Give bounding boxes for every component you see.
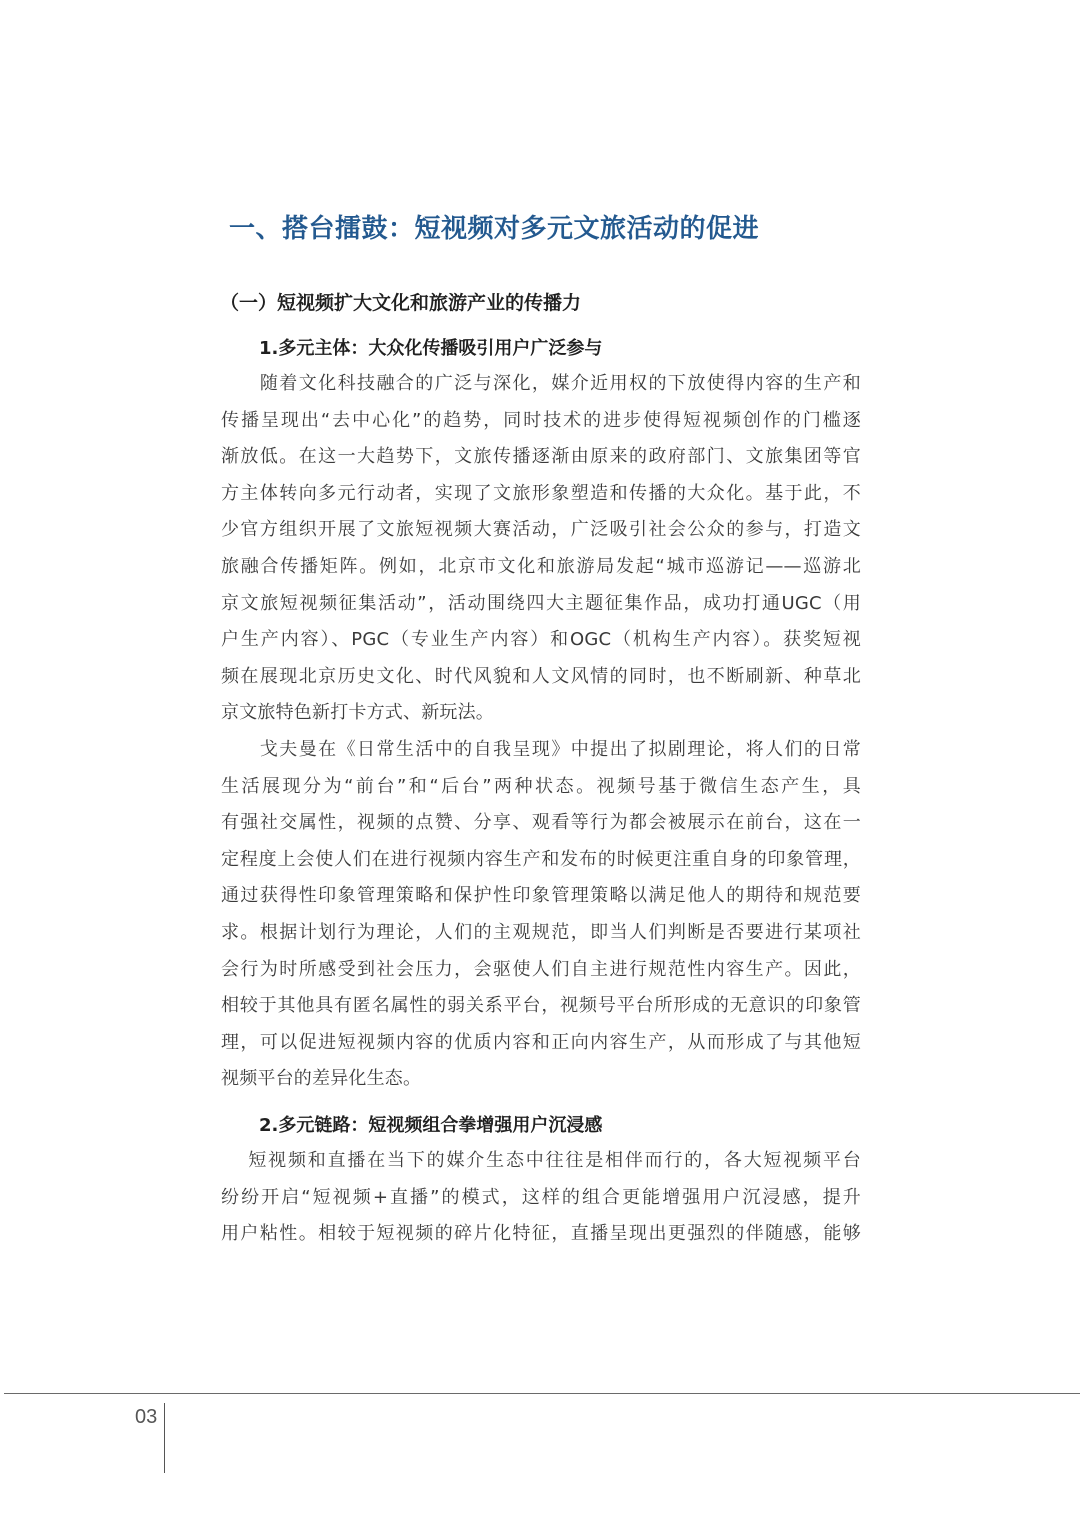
footer-vertical-rule: [164, 1403, 165, 1473]
text-line: 京文旅特色新打卡方式、新玩法。: [221, 702, 494, 724]
text-line: 求。根据计划行为理论，人们的主观规范，即当人们判断是否要进行某项社: [221, 921, 861, 943]
text-line: 纷纷开启“短视频+直播”的模式，这样的组合更能增强用户沉浸感，提升: [221, 1186, 861, 1208]
text-line: 频在展现北京历史文化、时代风貌和人文风情的同时，也不断刷新、种草北: [221, 665, 861, 687]
text-line: 视频平台的差异化生态。: [221, 1068, 422, 1090]
text-line: 旅融合传播矩阵。例如，北京市文化和旅游局发起“城市巡游记——巡游北: [221, 555, 861, 577]
text-line: 会行为时所感受到社会压力，会驱使人们自主进行规范性内容生产。因此，: [221, 958, 861, 980]
text-line: 戈夫曼在《日常生活中的自我呈现》中提出了拟剧理论，将人们的日常: [221, 739, 861, 760]
section-title: 一、搭台擂鼓：短视频对多元文旅活动的促进: [229, 214, 760, 244]
text-line: 有强社交属性，视频的点赞、分享、观看等行为都会被展示在前台，这在一: [221, 812, 861, 834]
text-line: 生活展现分为“前台”和“后台”两种状态。视频号基于微信生态产生，具: [221, 775, 861, 797]
text-line: 短视频和直播在当下的媒介生态中往往是相伴而行的，各大短视频平台: [221, 1150, 861, 1171]
text-line: 少官方组织开展了文旅短视频大赛活动，广泛吸引社会公众的参与，打造文: [221, 519, 861, 541]
footer-divider: [4, 1393, 1080, 1394]
text-line: 传播呈现出“去中心化”的趋势，同时技术的进步使得短视频创作的门槛逐: [221, 409, 861, 431]
text-line: 随着文化科技融合的广泛与深化，媒介近用权的下放使得内容的生产和: [221, 373, 861, 394]
text-line: 户生产内容）、PGC（专业生产内容）和OGC（机构生产内容）。获奖短视: [221, 629, 861, 651]
topic1-paragraph-1: [221, 366, 861, 732]
page-number: 03: [135, 1406, 158, 1428]
text-line: 用户粘性。相较于短视频的碎片化特征，直播呈现出更强烈的伴随感，能够: [221, 1223, 861, 1245]
text-line: 理，可以促进短视频内容的优质内容和正向内容生产，从而形成了与其他短: [221, 1031, 861, 1053]
topic2-heading: 2.多元链路：短视频组合拳增强用户沉浸感: [259, 1115, 603, 1136]
text-line: 定程度上会使人们在进行视频内容生产和发布的时候更注重自身的印象管理，: [221, 848, 861, 870]
text-line: 相较于其他具有匿名属性的弱关系平台，视频号平台所形成的无意识的印象管: [221, 995, 861, 1017]
text-line: 方主体转向多元行动者，实现了文旅形象塑造和传播的大众化。基于此，不: [221, 482, 861, 504]
text-line: 通过获得性印象管理策略和保护性印象管理策略以满足他人的期待和规范要: [221, 885, 861, 907]
text-line: 渐放低。在这一大趋势下，文旅传播逐渐由原来的政府部门、文旅集团等官: [221, 446, 861, 468]
topic1-heading: 1.多元主体：大众化传播吸引用户广泛参与: [259, 338, 603, 359]
text-line: 京文旅短视频征集活动”，活动围绕四大主题征集作品，成功打通UGC（用: [221, 592, 861, 614]
topic1-paragraph-2: [221, 732, 861, 1098]
topic2-paragraph-1: [221, 1143, 861, 1253]
subsection-title: （一）短视频扩大文化和旅游产业的传播力: [220, 292, 582, 314]
